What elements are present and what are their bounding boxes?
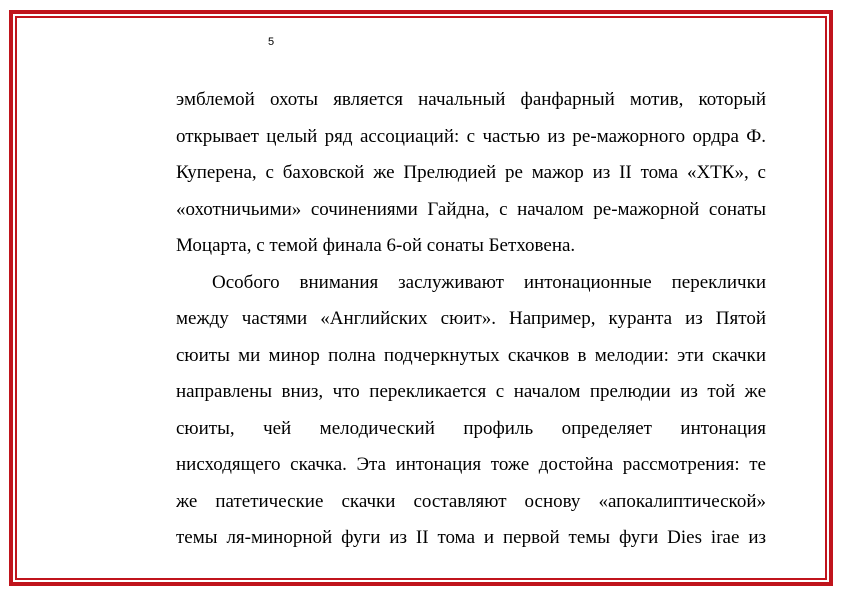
text-line: Моцарта, с темой финала 6-ой сонаты Бетховена.	[176, 235, 576, 256]
text-line: нисходящего скачка. Эта интонация тоже достойна рассмотрения: те	[176, 454, 766, 475]
text-line: темы ля-минорной фуги из II тома и первой темы фуги Dies irae из	[176, 527, 766, 548]
text-line: направлены вниз, что перекликается с началом прелюдии из той же	[176, 381, 766, 402]
text-line: «охотничьими» сочинениями Гайдна, с началом ре-мажорной сонаты	[176, 198, 766, 220]
text-line: Особого внимания заслуживают интонационные переклички	[212, 271, 766, 293]
text-line: же патетические скачки составляют основу «апокалиптической»	[176, 490, 766, 512]
text-line: сюиты ми минор полна подчеркнутых скачков в мелодии: эти скачки	[176, 344, 766, 366]
text-line: сюиты, чей мелодический профиль определяет интонация	[176, 417, 766, 439]
body-text	[176, 82, 766, 557]
page-number: 5	[267, 36, 275, 48]
text-line: между частями «Английских сюит». Например, куранта из Пятой	[176, 308, 766, 329]
text-line: открывает целый ряд ассоциаций: с частью из ре-мажорного ордра Ф.	[176, 125, 766, 147]
text-line: Куперена, с баховской же Прелюдией ре мажор из II тома «ХТК», с	[176, 162, 766, 183]
text-line: эмблемой охоты является начальный фанфарный мотив, который	[176, 89, 766, 110]
